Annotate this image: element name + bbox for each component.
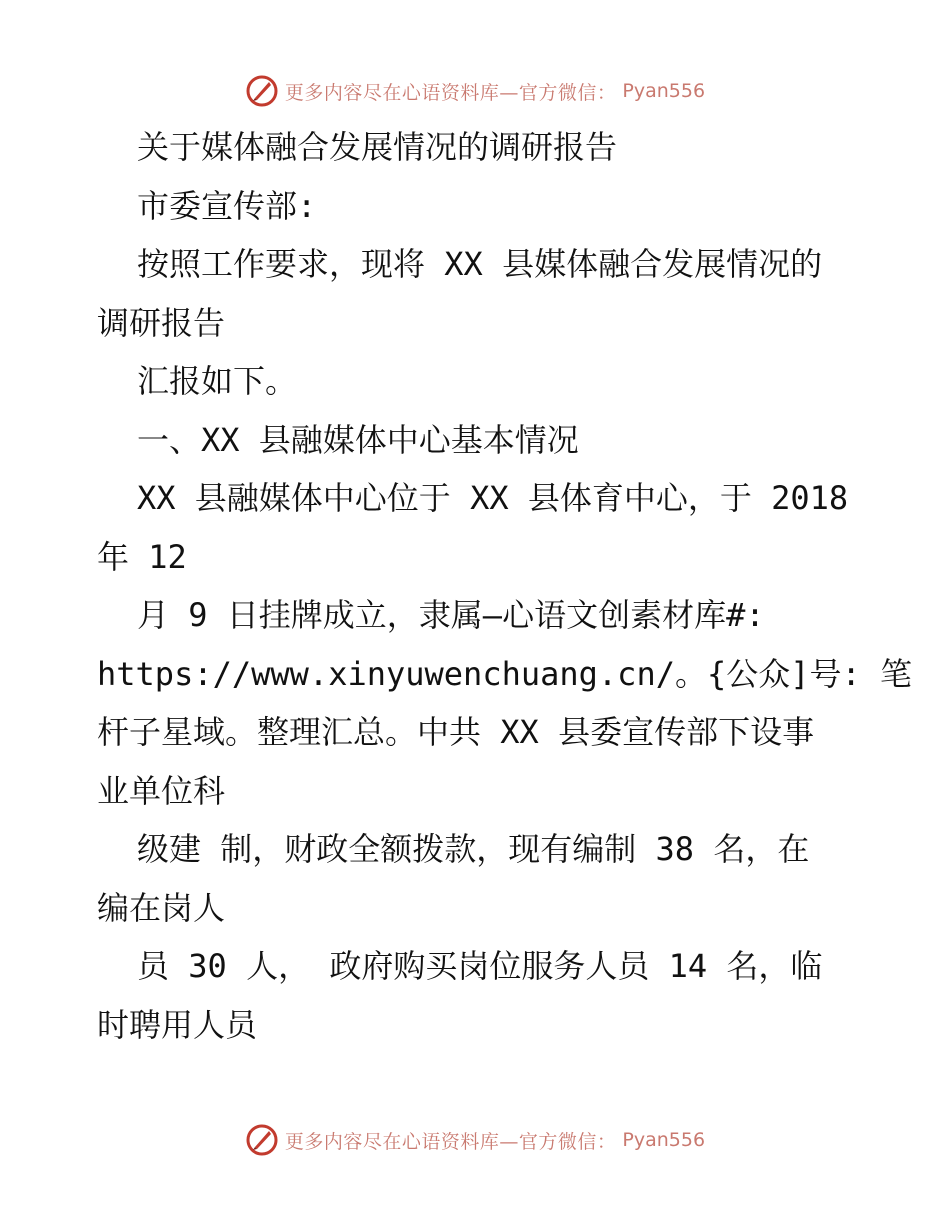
- footer-watermark: [0, 1120, 950, 1160]
- document-line: 月 9 日挂牌成立，隶属—心语文创素材库#:: [137, 596, 765, 634]
- document-line: 时聘用人员: [97, 1005, 258, 1044]
- watermark-text: 更多内容尽在心语资料库—官方微信：: [284, 1130, 617, 1153]
- document-line: 市委宣传部:: [137, 186, 317, 225]
- document-line: 调研报告: [97, 303, 226, 342]
- quill-logo-icon: [245, 74, 279, 108]
- watermark-text: 更多内容尽在心语资料库—官方微信：: [284, 81, 617, 104]
- document-line: 级建 制，财政全额拨款，现有编制 38 名，在: [137, 830, 810, 868]
- header-watermark: [0, 71, 950, 111]
- document-line: 汇报如下。: [137, 362, 298, 400]
- document-line: 年 12: [97, 537, 187, 576]
- document-line: 杆子星域。整理汇总。中共 XX 县委宣传部下设事: [97, 713, 815, 751]
- document-line: https://www.xinyuwenchuang.cn/。{公众]号: 笔: [97, 654, 913, 693]
- document-line: 按照工作要求，现将 XX 县媒体融合发展情况的: [137, 245, 823, 283]
- document-line: 员 30 人， 政府购买岗位服务人员 14 名，临: [137, 947, 823, 985]
- document-line: 关于媒体融合发展情况的调研报告: [137, 128, 618, 166]
- quill-logo-icon: [245, 1123, 279, 1157]
- watermark-wechat-id: Pyan556: [622, 80, 706, 102]
- document-line: 业单位科: [97, 771, 226, 810]
- document-line: 编在岗人: [97, 888, 226, 927]
- document-body: [97, 118, 913, 1054]
- document-line: XX 县融媒体中心位于 XX 县体育中心，于 2018: [137, 479, 849, 517]
- document-line: 一、XX 县融媒体中心基本情况: [137, 420, 579, 459]
- watermark-wechat-id: Pyan556: [622, 1129, 706, 1151]
